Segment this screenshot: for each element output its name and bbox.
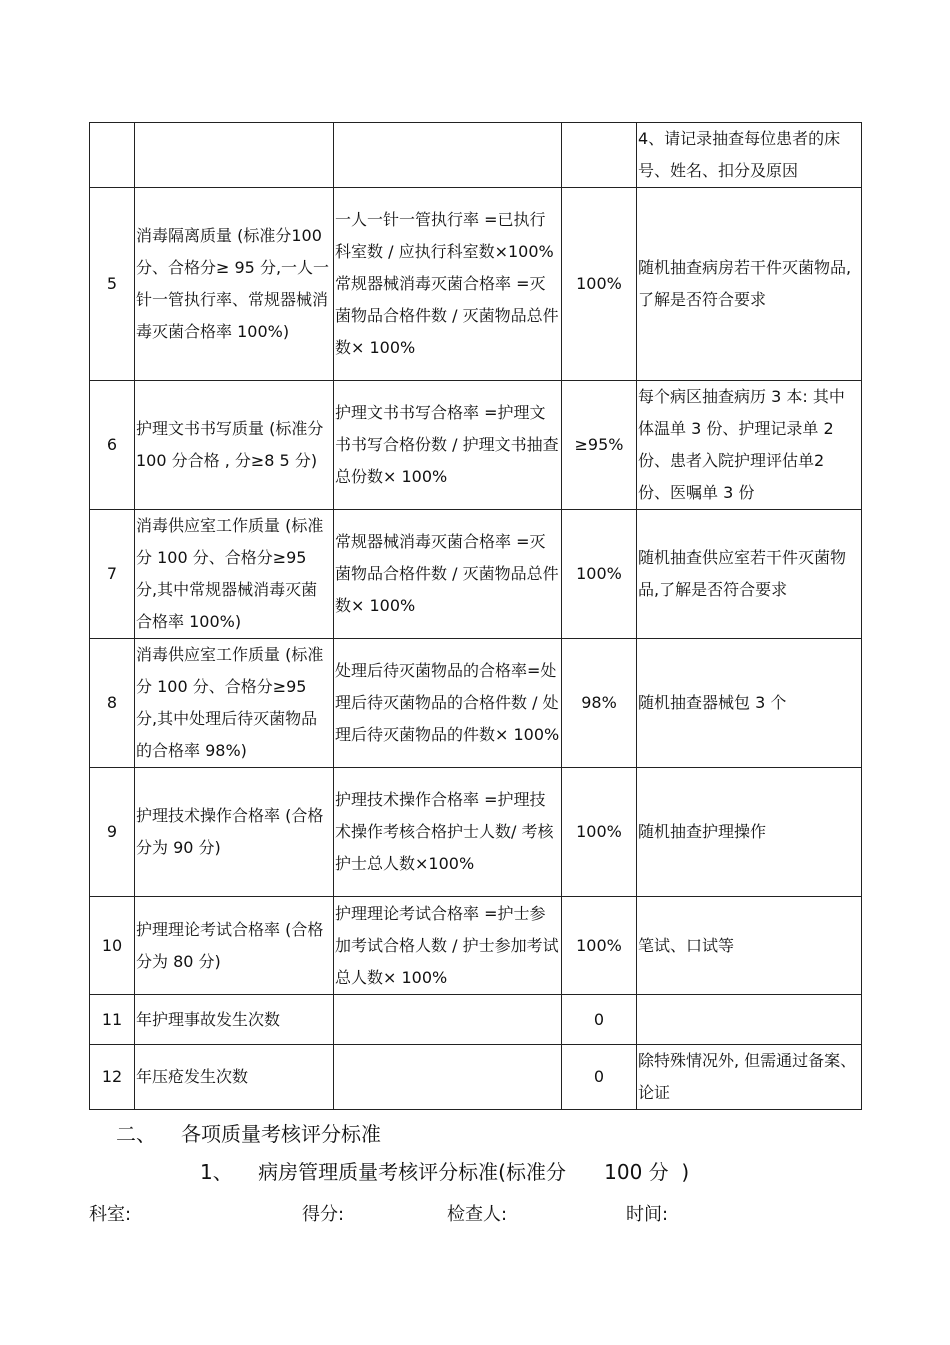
target-rate-cell: 0 xyxy=(562,995,637,1045)
subsection-heading xyxy=(200,1156,689,1185)
table-row xyxy=(90,1045,862,1110)
table-row xyxy=(90,995,862,1045)
formula-cell: 护理文书书写合格率 =护理文书书写合格份数 / 护理文书抽查总份数× 100% xyxy=(334,381,562,510)
subsection-title: 病房管理质量考核评分标准(标准分 xyxy=(258,1160,566,1184)
row-number: 10 xyxy=(90,897,135,995)
table-row xyxy=(90,639,862,768)
section-number: 二、 xyxy=(116,1122,156,1146)
method-cell: 随机抽查供应室若干件灭菌物品,了解是否符合要求 xyxy=(637,510,862,639)
score-label: 得分: xyxy=(302,1204,345,1225)
item-cell xyxy=(135,123,334,188)
target-rate-cell: ≥95% xyxy=(562,381,637,510)
row-number: 6 xyxy=(90,381,135,510)
formula-cell: 常规器械消毒灭菌合格率 =灭菌物品合格件数 / 灭菌物品总件数× 100% xyxy=(334,510,562,639)
row-number: 12 xyxy=(90,1045,135,1110)
item-cell: 年护理事故发生次数 xyxy=(135,995,334,1045)
row-number: 11 xyxy=(90,995,135,1045)
inspector-label: 检查人: xyxy=(447,1204,508,1225)
row-number: 9 xyxy=(90,768,135,897)
table-row xyxy=(90,510,862,639)
subsection-number: 1、 xyxy=(200,1160,233,1184)
method-cell: 随机抽查病房若干件灭菌物品,了解是否符合要求 xyxy=(637,188,862,381)
table-row xyxy=(90,768,862,897)
item-cell: 消毒供应室工作质量 (标准分 100 分、合格分≥95 分,其中常规器械消毒灭菌合格率 100%) xyxy=(135,510,334,639)
row-number: 7 xyxy=(90,510,135,639)
target-rate-cell: 100% xyxy=(562,188,637,381)
method-cell: 每个病区抽查病历 3 本: 其中体温单 3 份、护理记录单 2 份、患者入院护理评估单2 份、医嘱单 3 份 xyxy=(637,381,862,510)
row-number: 8 xyxy=(90,639,135,768)
method-cell xyxy=(637,995,862,1045)
target-rate-cell: 100% xyxy=(562,768,637,897)
section-heading xyxy=(116,1118,381,1147)
table-row xyxy=(90,188,862,381)
target-rate-cell: 0 xyxy=(562,1045,637,1110)
time-label: 时间: xyxy=(626,1204,669,1225)
method-cell: 笔试、口试等 xyxy=(637,897,862,995)
formula-cell: 处理后待灭菌物品的合格率=处理后待灭菌物品的合格件数 / 处理后待灭菌物品的件数× 100% xyxy=(334,639,562,768)
table-row xyxy=(90,123,862,188)
section-title: 各项质量考核评分标准 xyxy=(181,1122,381,1146)
formula-cell: 一人一针一管执行率 =已执行科室数 / 应执行科室数×100%常规器械消毒灭菌合格率 =灭菌物品合格件数 / 灭菌物品总件数× 100% xyxy=(334,188,562,381)
target-rate-cell: 98% xyxy=(562,639,637,768)
formula-cell xyxy=(334,995,562,1045)
formula-cell: 护理理论考试合格率 =护士参加考试合格人数 / 护士参加考试总人数× 100% xyxy=(334,897,562,995)
quality-indicator-table xyxy=(89,122,862,1110)
target-rate-cell: 100% xyxy=(562,897,637,995)
formula-cell: 护理技术操作合格率 =护理技术操作考核合格护士人数/ 考核护士总人数×100% xyxy=(334,768,562,897)
item-cell: 护理文书书写质量 (标准分 100 分合格 , 分≥8 5 分) xyxy=(135,381,334,510)
item-cell: 护理技术操作合格率 (合格分为 90 分) xyxy=(135,768,334,897)
row-number: 5 xyxy=(90,188,135,381)
formula-cell xyxy=(334,123,562,188)
table-row xyxy=(90,897,862,995)
method-cell: 随机抽查护理操作 xyxy=(637,768,862,897)
dept-label: 科室: xyxy=(89,1204,132,1225)
table-row xyxy=(90,381,862,510)
formula-cell xyxy=(334,1045,562,1110)
target-rate-cell: 100% xyxy=(562,510,637,639)
item-cell: 护理理论考试合格率 (合格分为 80 分) xyxy=(135,897,334,995)
item-cell: 消毒隔离质量 (标准分100分、合格分≥ 95 分,一人一针一管执行率、常规器械消毒灭菌合格率 100%) xyxy=(135,188,334,381)
method-cell: 4、请记录抽查每位患者的床号、姓名、扣分及原因 xyxy=(637,123,862,188)
item-cell: 消毒供应室工作质量 (标准分 100 分、合格分≥95 分,其中处理后待灭菌物品的合格率 98%) xyxy=(135,639,334,768)
method-cell: 除特殊情况外, 但需通过备案、论证 xyxy=(637,1045,862,1110)
item-cell: 年压疮发生次数 xyxy=(135,1045,334,1110)
target-rate-cell xyxy=(562,123,637,188)
method-cell: 随机抽查器械包 3 个 xyxy=(637,639,862,768)
subsection-score: 100 分 xyxy=(604,1160,669,1184)
subsection-close: ) xyxy=(681,1160,690,1184)
row-number xyxy=(90,123,135,188)
